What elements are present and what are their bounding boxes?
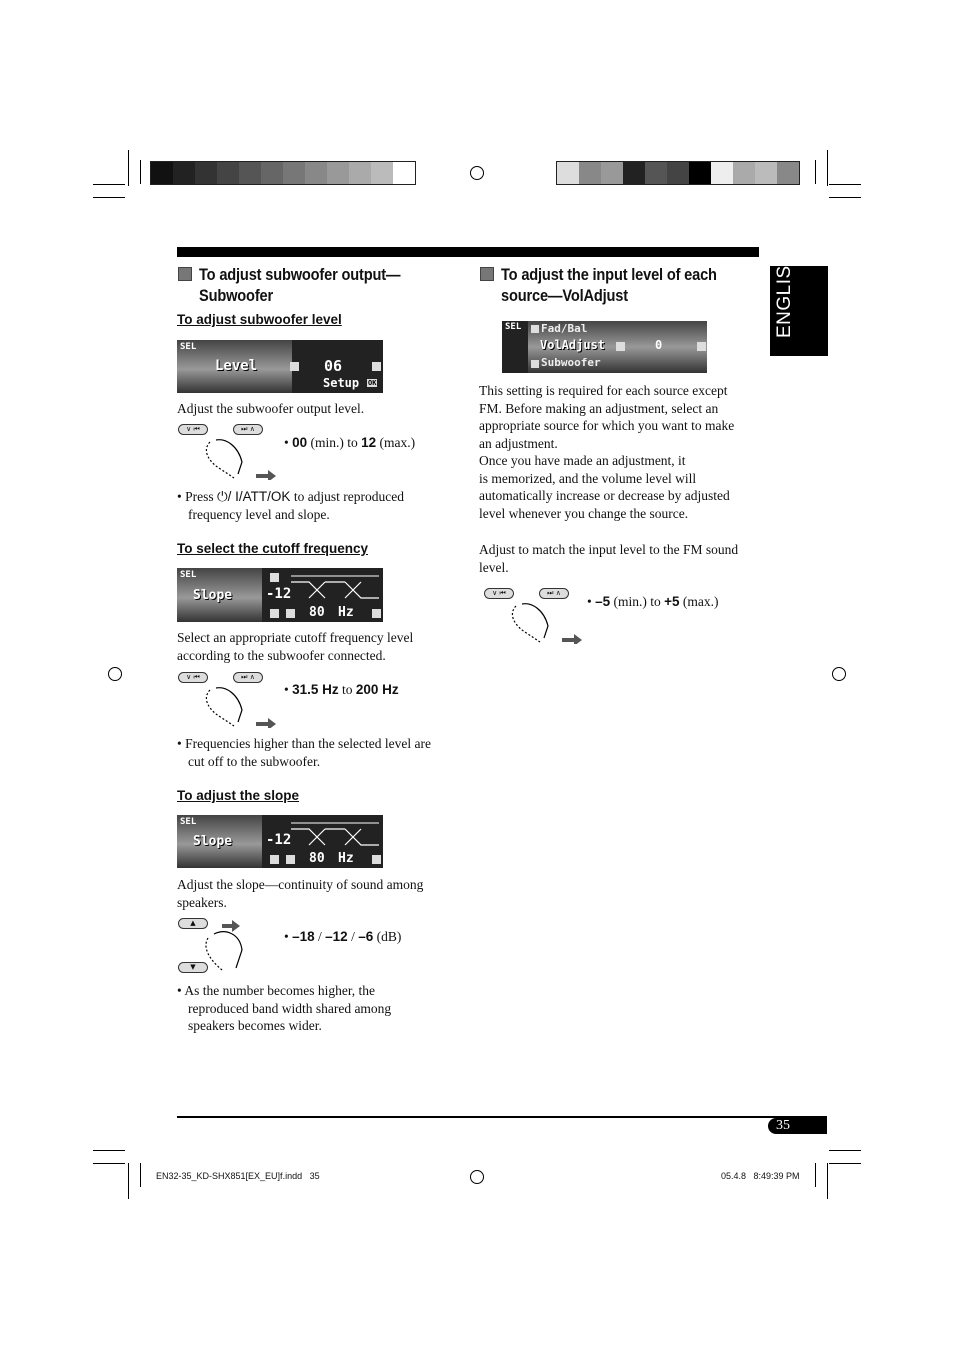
range-max: 12 (361, 435, 377, 450)
up-seek-button[interactable]: ⏭ ∧ (233, 672, 263, 683)
cutoff-note: • Frequencies higher than the selected level are cut off to the subwoofer. (177, 735, 457, 770)
down-seek-button[interactable]: ∨ ⏮ (484, 588, 514, 599)
para-line: level. (479, 559, 509, 575)
note-text: Press (185, 489, 214, 504)
range-min: 31.5 Hz (292, 682, 339, 697)
slope-description (177, 876, 423, 911)
lcd-line1: Fad/Bal (541, 322, 588, 335)
note-text: As the number becomes higher, the (184, 983, 376, 998)
lcd-display-voladjust (502, 321, 707, 373)
range-max: +5 (664, 594, 680, 609)
lcd-freq: 80 (309, 605, 325, 620)
slope-note: • As the number becomes higher, the reproduced band width shared among speakers becomes wider. (177, 982, 457, 1035)
lcd-sel: SEL (180, 817, 197, 827)
lcd-line3: Subwoofer (541, 356, 601, 369)
up-seek-button[interactable]: ⏭ ∧ (233, 424, 263, 435)
lcd-freq: 80 (309, 851, 325, 866)
prev-icon (616, 342, 625, 351)
level-range: • 00 (min.) to 12 (max.) (284, 435, 416, 450)
note-text: speakers becomes wider. (188, 1018, 322, 1033)
cutoff-description (177, 629, 413, 664)
registration-target-icon (470, 1170, 484, 1184)
hand-press-illustration (178, 424, 278, 480)
lcd-sel: SEL (180, 570, 197, 580)
level-description: Adjust the subwoofer output level. (177, 401, 365, 416)
range-note: (max.) (682, 594, 719, 609)
lcd-setup: Setup (323, 376, 360, 390)
note-text: cut off to the subwoofer. (188, 753, 321, 769)
att-ok-button-label: ⏻/ I/ATT/OK (217, 489, 291, 504)
para-line: Adjust to match the input level to the FM sound (479, 542, 739, 557)
heading-line: To adjust subwoofer output— (199, 265, 401, 284)
lcd-value: 06 (324, 357, 343, 375)
bottom-rule (177, 1116, 827, 1118)
range-sep: / (318, 929, 322, 944)
lcd-unit: Hz (338, 851, 354, 866)
color-bar-right (556, 161, 800, 185)
para-line: an adjustment. (479, 435, 558, 451)
down-arrow-icon (270, 855, 279, 864)
up-button[interactable]: ▲ (178, 918, 208, 929)
voladjust-paragraph-2 (479, 541, 769, 576)
para-line: level whenever you change the source. (479, 505, 689, 521)
note-text: Frequencies higher than the selected level are (185, 736, 431, 751)
note-text: reproduced band width shared among (188, 1000, 392, 1016)
down-arrow-icon (531, 360, 539, 368)
para-line: appropriate source for which you want to make (479, 418, 735, 433)
down-seek-button[interactable]: ∨ ⏮ (178, 424, 208, 435)
lcd-value: 0 (655, 338, 663, 352)
down-seek-button[interactable]: ∨ ⏮ (178, 672, 208, 683)
down-button[interactable]: ▼ (178, 962, 208, 973)
lcd-display-cutoff (177, 568, 383, 622)
registration-target-icon (470, 166, 484, 180)
lcd-display-slope (177, 815, 383, 868)
lcd-sel: SEL (180, 342, 197, 352)
footer-date: 05.4.8 8:49:39 PM (721, 1171, 800, 1181)
lcd-slope-value: -12 (266, 832, 292, 848)
note-text: frequency level and slope. (188, 506, 330, 522)
page-number-tab (768, 1118, 827, 1134)
subheading-level: To adjust subwoofer level (177, 312, 342, 327)
range-note: (min.) to (310, 435, 358, 450)
prev-icon (286, 609, 295, 618)
next-icon (372, 855, 381, 864)
range-value: –18 (292, 929, 315, 944)
hand-press-illustration (178, 918, 268, 974)
hand-press-illustration (484, 588, 584, 644)
lcd-unit: Hz (338, 605, 354, 620)
para-line: is memorized, and the volume level will (479, 470, 697, 486)
page-number: 35 (776, 1118, 790, 1133)
prev-icon (286, 855, 295, 864)
para-line: Once you have made an adjustment, it (479, 453, 686, 468)
up-arrow-icon (270, 573, 279, 582)
subheading-slope: To adjust the slope (177, 788, 300, 803)
hand-press-illustration (178, 672, 278, 728)
level-note: • Press ⏻/ I/ATT/OK to adjust reproduced frequency level and slope. (177, 488, 452, 523)
voladjust-paragraph-1 (479, 382, 769, 522)
lcd-item-name: Slope (193, 588, 233, 603)
heading-line: source—VolAdjust (501, 286, 628, 305)
subheading-cutoff: To select the cutoff frequency (177, 541, 369, 556)
up-seek-button[interactable]: ⏭ ∧ (539, 588, 569, 599)
note-text: to adjust reproduced (293, 489, 405, 504)
lcd-ok: OK (368, 379, 377, 387)
footer-filename: EN32-35_KD-SHX851[EX_EU]f.indd 35 (156, 1171, 320, 1181)
desc-line: Adjust the slope—continuity of sound among (177, 877, 424, 892)
registration-target-icon (108, 667, 122, 681)
range-min: 00 (292, 435, 308, 450)
top-rule (177, 247, 759, 257)
lcd-line2: VolAdjust (540, 338, 606, 352)
section-heading-voladjust (501, 264, 759, 306)
lcd-display-level (177, 340, 383, 393)
lcd-sel: SEL (505, 322, 522, 332)
range-note: to (342, 682, 353, 697)
registration-target-icon (832, 667, 846, 681)
voladjust-range: • –5 (min.) to +5 (max.) (587, 594, 719, 609)
next-icon (372, 362, 381, 371)
lcd-slope-value: -12 (266, 586, 292, 602)
lcd-item-name: Slope (193, 834, 233, 849)
para-line: FM. Before making an adjustment, select an (479, 400, 719, 416)
range-min: –5 (595, 594, 611, 609)
desc-line: speakers. (177, 894, 227, 910)
slope-range: • –18 / –12 / –6 (dB) (284, 929, 402, 944)
next-icon (372, 609, 381, 618)
heading-line: To adjust the input level of each (501, 265, 717, 284)
range-note: (min.) to (613, 594, 661, 609)
lcd-item-name: Level (215, 358, 258, 374)
language-tab-label: ENGLISH (774, 251, 795, 338)
para-line: This setting is required for each source except (479, 383, 728, 398)
section-marker-icon (178, 267, 192, 281)
range-unit: (dB) (376, 929, 402, 944)
desc-line: Select an appropriate cutoff frequency level (177, 630, 414, 645)
range-max: 200 Hz (355, 682, 399, 697)
range-sep: / (351, 929, 355, 944)
range-value: –6 (358, 929, 374, 944)
up-arrow-icon (531, 325, 539, 333)
range-note: (max.) (379, 435, 416, 450)
range-value: –12 (325, 929, 348, 944)
section-heading-subwoofer (199, 264, 474, 306)
desc-line: according to the subwoofer connected. (177, 647, 386, 663)
prev-icon (290, 362, 299, 371)
down-arrow-icon (270, 609, 279, 618)
cutoff-range: • 31.5 Hz to 200 Hz (284, 682, 399, 697)
next-icon (697, 342, 706, 351)
color-bar-left (150, 161, 416, 185)
para-line: automatically increase or decrease by adjusted (479, 488, 730, 503)
language-tab (770, 251, 828, 356)
section-marker-icon (480, 267, 494, 281)
heading-line: Subwoofer (199, 286, 273, 305)
